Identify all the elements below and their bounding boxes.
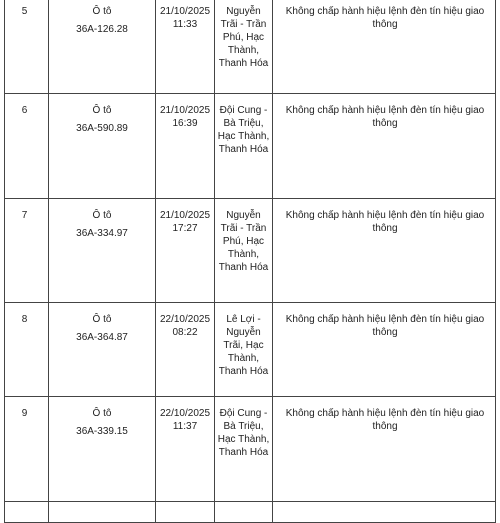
vehicle-type: Ô tô [92, 408, 112, 419]
row-number: 9 [21, 408, 28, 419]
violation-date: 21/10/2025 [159, 210, 211, 221]
row-number: 7 [21, 210, 28, 221]
empty-cell [215, 502, 273, 523]
violation-date: 21/10/2025 [159, 6, 211, 17]
row-number: 5 [21, 6, 28, 17]
table-row [5, 303, 496, 397]
violation-location: Đội Cung - Bà Triệu, Hạc Thành, Thanh Hóa [217, 408, 270, 458]
violation-description: Không chấp hành hiệu lệnh đèn tín hiệu giao thông [285, 314, 485, 338]
vehicle-type: Ô tô [92, 105, 112, 116]
violation-location: Đội Cung - Bà Triệu, Hạc Thành, Thanh Hóa [217, 105, 270, 155]
violation-time: 16:39 [172, 118, 198, 129]
vehicle-info [49, 303, 155, 344]
table-row [5, 397, 496, 502]
row-number: 8 [21, 314, 28, 325]
violation-location: Nguyễn Trãi - Trần Phú, Hạc Thành, Thanh Hóa [218, 210, 269, 273]
license-plate: 36A-334.97 [76, 228, 128, 239]
license-plate: 36A-126.28 [76, 24, 128, 35]
vehicle-type: Ô tô [92, 210, 112, 221]
violation-datetime [156, 0, 214, 31]
violation-time: 08:22 [172, 327, 198, 338]
violation-time: 11:33 [172, 19, 198, 30]
vehicle-info [49, 397, 155, 438]
vehicle-type: Ô tô [92, 6, 112, 17]
violation-time: 11:37 [172, 421, 198, 432]
violation-time: 17:27 [172, 223, 198, 234]
violation-datetime [156, 94, 214, 130]
violation-description: Không chấp hành hiệu lệnh đèn tín hiệu giao thông [285, 6, 485, 30]
violation-datetime [156, 397, 214, 433]
violation-description: Không chấp hành hiệu lệnh đèn tín hiệu giao thông [285, 210, 485, 234]
violation-description: Không chấp hành hiệu lệnh đèn tín hiệu giao thông [285, 105, 485, 129]
violation-date: 22/10/2025 [159, 408, 211, 419]
violation-datetime [156, 303, 214, 339]
violation-description: Không chấp hành hiệu lệnh đèn tín hiệu giao thông [285, 408, 485, 432]
violation-date: 22/10/2025 [159, 314, 211, 325]
license-plate: 36A-590.89 [76, 123, 128, 134]
table-row [5, 199, 496, 303]
empty-cell [156, 502, 215, 523]
vehicle-info [49, 199, 155, 240]
table-row [5, 94, 496, 199]
license-plate: 36A-339.15 [76, 426, 128, 437]
empty-cell [49, 502, 156, 523]
empty-cell [273, 502, 496, 523]
row-number: 6 [21, 105, 28, 116]
empty-cell [5, 502, 49, 523]
violation-location: Nguyễn Trãi - Trần Phú, Hạc Thành, Thanh Hóa [218, 6, 269, 69]
vehicle-info [49, 0, 155, 36]
violation-location: Lê Lợi - Nguyễn Trãi, Hạc Thành, Thanh Hóa [218, 314, 269, 377]
vehicle-info [49, 94, 155, 135]
violations-table [4, 0, 496, 523]
violation-datetime [156, 199, 214, 235]
table-row-partial [5, 502, 496, 523]
license-plate: 36A-364.87 [76, 332, 128, 343]
violation-date: 21/10/2025 [159, 105, 211, 116]
table-row [5, 0, 496, 94]
vehicle-type: Ô tô [92, 314, 112, 325]
